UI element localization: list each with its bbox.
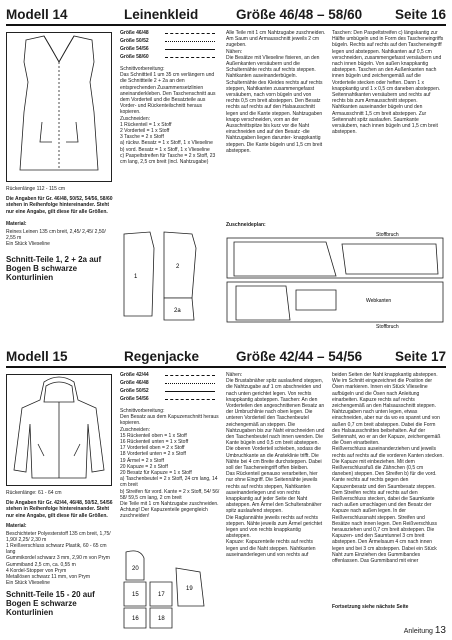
back-length: Rückenlänge 112 - 115 cm xyxy=(6,186,66,192)
piece-20-label: 20 xyxy=(132,566,139,572)
piece-1-label: 1 xyxy=(134,274,138,280)
size-line-1 xyxy=(165,33,215,34)
model-number: Modell 15 xyxy=(6,349,68,364)
prep-text-bottom: Schnittvorbereitung: Den Besatz aus dem Kapuzenschnitt heraus kopieren. Zuschneiden: 15 Rückenteil oben = 1 x Stoff 16 Rückenteil unten = 1 x Stoff 17 Vorderteil oben = 2 x Stoff 18 Vorderteil unten = 2 x Stoff 19 Ärmel = 2 x Stoff 20 Kapuze = 2 x Stoff 20 Besatz für Kapuze = 1 x Stoff a) Taschenbeutel = 2 x Stoff, 24 cm lang, 14 cm breit b) Streifen für vord. Kante = 2 x Stoff, 54/ 56/ 58/ 59,5 cm lang, 2 cm breit Die Teile mit 1 cm Nahtzugabe zuschneiden. Achtung! Der Kapuzenteile gegengleich zuschneiden! xyxy=(120,408,220,520)
left-info-top xyxy=(6,186,114,284)
size-line-2 xyxy=(165,41,215,42)
continued-note: Fortsetzung siehe nächste Seite xyxy=(332,604,409,610)
size-line-3 xyxy=(165,391,215,392)
page-reference: Seite 16 xyxy=(394,7,446,22)
size-line-4 xyxy=(165,399,215,400)
size-46-48: Größe 46/48 xyxy=(120,30,149,36)
model-number: Modell 14 xyxy=(6,7,68,22)
zipper-text-bottom: beiden Seiten der Naht knappkantig absteppen. Wie im Schnitt eingezeichnet die Position der Ösen markieren. Innen ein Stück Vlieseline aufbügeln und die Ösen nach Anleitung einarbeiten. Kapuze rechts auf rechts zeichengemäß an den Halsausschnitt steppen. Nahtzugaben nach unten legen, etwas einschneiden, aber nur da wo es spannt und von außen 0,7 cm breit absteppen. Dabei die Form des Halsausschnittes beibehalten. Auf der Seitennaht, wo er an der Kapuze, zeichengemäß die Ösen einarbeiten. Reißverschluss auseinanderziehen und jeweils rechts auf rechts auf die vorderen Kanten stecken. Die Kapuze mit einbeziehen. Mit dem Reißverschlussfuß die Zähnchen (0,5 cm daneben) steppen. Den Streifen b) für die vord. Kante rechts auf rechts gegen den Kapuzenbesatz und den Saumbesatz steppen. Dem Streifen rechts auf rechts auf den Reißverschluss stecken, dabei die Saumkante nach außen umschlagen und den Besatz der Kapuze nach außen legen. In der Reißverschlussnaht steppen. Streifen und Besätze nach innen legen. Den Reißverschluss herausziehen und 0,7 cm breit absteppen. Die Kapuzen- und den Saumtunnel 3 cm breit absteppen. Den Ärmelsaum 4 cm nach innen legen und bei 3 cm absteppen. Dabei ein Stück Naht zum Einziehen des Gummibandes offenlassen. Das Gummiband mit einer xyxy=(332,372,444,565)
piece-18-label: 18 xyxy=(158,616,165,622)
model-name: Regenjacke xyxy=(124,349,200,364)
page-reference: Seite 17 xyxy=(394,349,446,364)
size-58-60: Größe 58/60 xyxy=(120,54,149,60)
material-title: Material: xyxy=(6,220,27,227)
model-sizes: Größe 46/48 – 58/60 xyxy=(236,7,363,22)
fold-label-1: Stoffbruch xyxy=(376,232,399,238)
model-14-header xyxy=(6,4,446,26)
size-50-52: Größe 50/52 xyxy=(120,38,149,44)
size-42-44: Größe 42/44 xyxy=(120,372,149,378)
size-note: Die Angaben für Gr. 46/48, 50/52, 54/56, 58/60 stehen in Reihenfolge hintereinander. Steht nur eine Angabe, gilt diese für alle Größen. xyxy=(6,196,113,215)
sewing-text-top: Alle Teile mit 1 cm Nahtzugabe zuschneiden. Am Saum und Armausschnitt jeweils 2 cm zugeben. Nähen: Die Besätze mit Vlieseline fixieren, an den Außenkanten versäubern und die Schulternähte rechts auf rechts steppen. Nahtkanten auseinanderbügeln. Schulternähte des Kleides rechts auf rechts steppen, Nahtkanten zusammengefasst versäubern, nach vorn bügeln und von rechts 0,5 cm breit absteppen. Den Besatz rechts auf rechts auf den Halsausschnitt legen und die Kante steppen. Nahtzugaben knapp verschneiden, vorn an der Ausschnittspitze bis kurz vor die Naht einschneiden und auf den Besatz -die Nahtzugaben liegen darunter- knappkantig steppen. Die Kante bügeln und 1,5 cm breit absteppen. xyxy=(226,30,326,154)
size-line-4 xyxy=(165,57,215,58)
cutting-plan-title: Zuschneideplan: xyxy=(226,222,266,228)
fold-label-2: Stoffbruch xyxy=(376,324,399,330)
piece-15-label: 15 xyxy=(132,592,139,598)
back-length: Rückenlänge: 61 - 64 cm xyxy=(6,490,62,496)
pattern-pieces-diagram-top xyxy=(120,228,220,328)
size-line-2 xyxy=(165,383,215,384)
footer-label: Anleitung xyxy=(403,628,433,635)
material-text: Beschichteter Polyesterstoff 135 cm breit, 1,75/ 1,90/ 2,25/ 2,30 m 1 Reißverschluss schwarz Plastik, 60 - 65 cm lang Gummikordel schwarz 3 mm, 2,90 m von Prym Gummiband 2,5 cm, ca. 0,55 m 4 Kordel-Stopper von Prym Metallösen schwarz 11 mm, von Prym Ein Stück Vlieseline xyxy=(6,530,111,587)
model-15-header xyxy=(6,346,446,368)
jacket-illustration xyxy=(6,374,112,486)
pattern-pieces-diagram-bottom xyxy=(120,548,220,630)
model-name: Leinenkleid xyxy=(124,7,199,22)
piece-2a-label: 2a xyxy=(174,308,181,314)
piece-2-label: 2 xyxy=(176,264,180,270)
piece-19-label: 19 xyxy=(186,586,193,592)
dress-illustration xyxy=(6,32,112,182)
size-46-48: Größe 46/48 xyxy=(120,380,149,386)
size-line-1 xyxy=(165,375,215,376)
footer-page-number: 13 xyxy=(434,625,446,636)
pattern-pieces: Schnitt-Teile 15 - 20 auf Bogen E schwarze Konturlinien xyxy=(6,590,95,618)
material-text: Reines Leinen 135 cm breit, 2,45/ 2,45/ 2,50/ 2,55 m Ein Stück Vlieseline xyxy=(6,228,106,247)
size-54-56: Größe 54/56 xyxy=(120,396,149,402)
material-title: Material: xyxy=(6,522,27,529)
page-footer xyxy=(404,625,446,636)
sewing-text-bottom: Nähen: Die Brustabnäher spitz auslaufend steppen, die Nahtzugabe auf 1 cm abschneiden und nach unten gerichtet legen. Von rechts knappkantig absteppen. Taschen: An den Vorderteilen den angeschnittenen Besatz an der Umbruchlinie nach oben legen. Die unteren Vorderteil den Taschenbeutel zeichengemäß an steppen. Die Nahtzugaben bis zur Naht einschneiden und den Taschenbeutel nach innen wenden. Die Kante bügeln und 0,5 cm breit absteppen. Die oberen Vorderteil schieben, sodass die Umbruchkante an die Ansteklinie trifft. Die Nähte bei 4 cm Breite durchsteppen. Dabei soll der Tascheneingriff offen bleiben. Das Rückenteil genauso verarbeiten, hier nur ohne Eingriff. Die Seitennähte jeweils rechts auf rechts steppen, Nahtkanten auseinanderlegen und von rechts knappkantig auf jeder Seite der Naht absteppen. Am Ärmel den Schulterabnäher spitz auslaufend steppen. Die Raglannähte jeweils rechts auf rechts steppen. Nähte jeweils zum Ärmel gerichtet legen und von rechts knappkantig absteppen. Kapuze: Kapuzenteile rechts auf rechts legen und die Naht steppen. Nahtkanten auseinanderlegen und von rechts auf xyxy=(226,372,325,558)
model-sizes: Größe 42/44 – 54/56 xyxy=(236,349,363,364)
prep-text-top: Schnittvorbereitung: Das Schnittteil 1 um 35 cm verlängern und die Schnittteile 2 + 2a an den entsprechenden Zusammensetzlinien aneinanderkleben. Den Taschenschnitt aus dem Vorderteil und die Besatzteile aus Vorder- und Rückenteilschnitt heraus kopieren. Zuschneiden: 1 Rückenteil = 1 x Stoff 2 Vorderteil = 1 x Stoff 3 Tasche = 2 x Stoff a) rückw. Besatz = 1 x Stoff, 1 x Vlieseline b) vord. Besatz = 1 x Stoff, 1 x Vlieseline c) Paspeltstreifen für Tasche = 2 x Stoff, 23 cm lang, 2,5 cm breit (incl. Nahtzugabe) xyxy=(120,66,216,166)
piece-16-label: 16 xyxy=(132,616,139,622)
size-50-52: Größe 50/52 xyxy=(120,388,149,394)
size-note: Die Angaben für Gr. 42/44, 46/48, 50/52, 54/56 stehen in Reihenfolge hintereinander. Steht nur eine Angabe, gilt diese für alle Größen. xyxy=(6,500,113,519)
selvage-label: Webkanten xyxy=(366,298,392,304)
size-line-3 xyxy=(165,49,215,50)
pattern-pieces: Schnitt-Teile 1, 2 + 2a auf Bogen B schwarze Konturlinien xyxy=(6,255,102,283)
cutting-layout-top xyxy=(226,230,446,330)
piece-17-label: 17 xyxy=(158,592,165,598)
size-54-56: Größe 54/56 xyxy=(120,46,149,52)
pocket-text-top: Taschen: Den Paspeltstreifen c) längskantig zur Hälfte umbügeln und in Form des Tascheneingriffs bügeln. Rechts auf rechts auf den Tascheneingriff legen und absteppen. Nahtkanten auf 0,5 cm verschneiden, zusammengefasst versäubern und nach innen bügeln. Von außen knappkantig absteppen. Taschen an den Außenkanten nach innen bügeln und zeichengemäß auf die Vorderteile stecken oder heften. Dann 1 x knappkantig und 1 x 0,5 cm daneben absteppen. Seitennahtkanten versäubern und rechts auf rechts bis zum Armausschnitt steppen. Nahtkanten auseinander bügeln und den Armausschnitt 1,5 cm breit absteppen. Zur Seitennaht spitz auslaufen. Saumkante versäubern, nach innen bügeln und 1,5 cm breit absteppen. xyxy=(332,30,444,136)
left-info-bottom xyxy=(6,490,114,619)
